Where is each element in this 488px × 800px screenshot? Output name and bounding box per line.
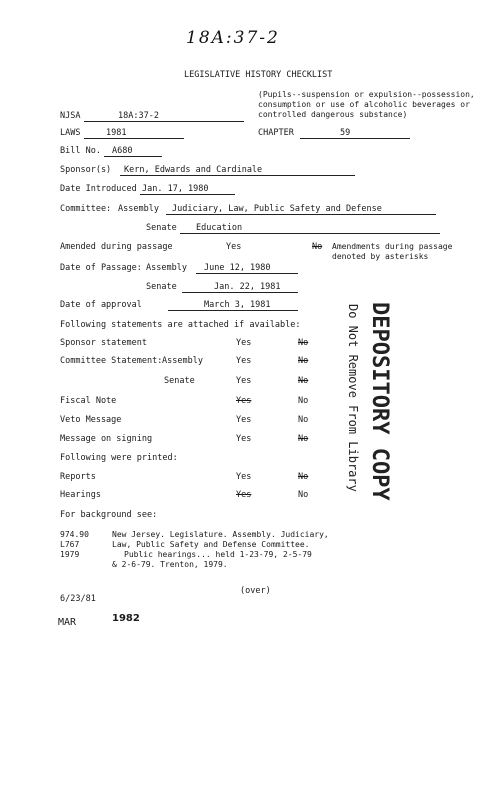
- committee-assembly-label: Assembly: [118, 204, 159, 214]
- citation-2: Law, Public Safety and Defense Committee.: [112, 540, 310, 549]
- fiscal-note-no: No: [298, 396, 309, 406]
- chapter-value: 59: [340, 128, 351, 138]
- message-on-signing-no: No: [298, 434, 309, 444]
- chapter-label: CHAPTER: [258, 128, 294, 138]
- hearings-label: Hearings: [60, 490, 101, 500]
- citation-3: Public hearings... held 1-23-79, 2-5-79: [124, 550, 312, 559]
- printed-heading: Following were printed:: [60, 453, 178, 463]
- approval-underline: [168, 310, 298, 311]
- njsa-label: NJSA: [60, 111, 81, 121]
- handwritten-number: 18A:37-2: [186, 28, 280, 48]
- sponsors-label: Sponsor(s): [60, 165, 112, 175]
- passage-label: Date of Passage:: [60, 263, 142, 273]
- approval-value: March 3, 1981: [204, 300, 271, 310]
- amended-no: No: [312, 242, 323, 252]
- sponsor-statement-label: Sponsor statement: [60, 338, 147, 348]
- footer-date: 6/23/81: [60, 594, 96, 604]
- chapter-underline: [300, 138, 410, 139]
- depository-stamp: [345, 300, 405, 530]
- message-on-signing-label: Message on signing: [60, 434, 153, 444]
- committee-statement-assembly: Assembly: [162, 356, 203, 366]
- bill-label: Bill No.: [60, 146, 101, 156]
- amended-note-2: denoted by asterisks: [332, 252, 429, 261]
- date-introduced-label: Date Introduced: [60, 184, 137, 194]
- passage-senate-label: Senate: [146, 282, 177, 292]
- committee-label: Committee:: [60, 204, 112, 214]
- committee-senate-value: Education: [196, 223, 243, 233]
- call-number-1: 974.90: [60, 530, 89, 539]
- citation-1: New Jersey. Legislature. Assembly. Judiciary,: [112, 530, 329, 539]
- passage-assembly-label: Assembly: [146, 263, 187, 273]
- subject-line-1: (Pupils--suspension or expulsion--possession,: [258, 90, 475, 99]
- attached-heading: Following statements are attached if available:: [60, 320, 301, 330]
- date-introduced-value: Jan. 17, 1980: [142, 184, 209, 194]
- njsa-underline: [84, 121, 244, 122]
- veto-message-yes: Yes: [236, 415, 252, 425]
- amended-yes: Yes: [226, 242, 242, 252]
- depository-stamp-line2: Do Not Remove From Library: [346, 304, 360, 492]
- committee-statement-senate-yes: Yes: [236, 376, 252, 386]
- fiscal-note-yes: Yes: [236, 396, 252, 406]
- laws-value: 1981: [106, 128, 127, 138]
- amended-note-1: Amendments during passage: [332, 242, 453, 251]
- passage-assembly-value: June 12, 1980: [204, 263, 271, 273]
- sponsors-value: Kern, Edwards and Cardinale: [124, 165, 263, 175]
- njsa-value: 18A:37-2: [118, 111, 159, 121]
- amended-label: Amended during passage: [60, 242, 173, 252]
- citation-4: & 2-6-79. Trenton, 1979.: [112, 560, 228, 569]
- page-title: LEGISLATIVE HISTORY CHECKLIST: [184, 70, 333, 80]
- sponsor-statement-yes: Yes: [236, 338, 252, 348]
- message-on-signing-yes: Yes: [236, 434, 252, 444]
- depository-stamp-line1: DEPOSITORY COPY: [367, 302, 392, 501]
- hearings-no: No: [298, 490, 309, 500]
- committee-assembly-value: Judiciary, Law, Public Safety and Defense: [172, 204, 382, 214]
- reports-no: No: [298, 472, 309, 482]
- reports-label: Reports: [60, 472, 96, 482]
- hearings-yes: Yes: [236, 490, 252, 500]
- veto-message-label: Veto Message: [60, 415, 122, 425]
- committee-assembly-underline: [166, 214, 436, 215]
- subject-line-3: controlled dangerous substance): [258, 110, 408, 119]
- bill-underline: [104, 156, 162, 157]
- committee-senate-underline: [180, 233, 440, 234]
- passage-senate-underline: [182, 292, 298, 293]
- date-introduced-underline: [140, 194, 235, 195]
- background-heading: For background see:: [60, 510, 158, 520]
- call-number-2: L767: [60, 540, 80, 549]
- committee-senate-label: Senate: [146, 223, 177, 233]
- over-note: (over): [240, 586, 271, 596]
- reports-yes: Yes: [236, 472, 252, 482]
- committee-statement-label: Committee Statement:: [60, 356, 163, 366]
- received-stamp-month: MAR: [58, 617, 77, 628]
- call-number-3: 1979: [60, 550, 80, 559]
- laws-underline: [84, 138, 184, 139]
- passage-senate-value: Jan. 22, 1981: [214, 282, 281, 292]
- committee-statement-assembly-yes: Yes: [236, 356, 252, 366]
- sponsors-underline: [120, 175, 355, 176]
- sponsor-statement-no: No: [298, 338, 309, 348]
- committee-statement-assembly-no: No: [298, 356, 309, 366]
- fiscal-note-label: Fiscal Note: [60, 396, 117, 406]
- passage-assembly-underline: [196, 273, 298, 274]
- committee-statement-senate: Senate: [164, 376, 195, 386]
- subject-line-2: consumption or use of alcoholic beverages or: [258, 100, 470, 109]
- committee-statement-senate-no: No: [298, 376, 309, 386]
- received-stamp-year: 1982: [112, 613, 140, 624]
- bill-value: A680: [112, 146, 133, 156]
- approval-label: Date of approval: [60, 300, 142, 310]
- veto-message-no: No: [298, 415, 309, 425]
- laws-label: LAWS: [60, 128, 81, 138]
